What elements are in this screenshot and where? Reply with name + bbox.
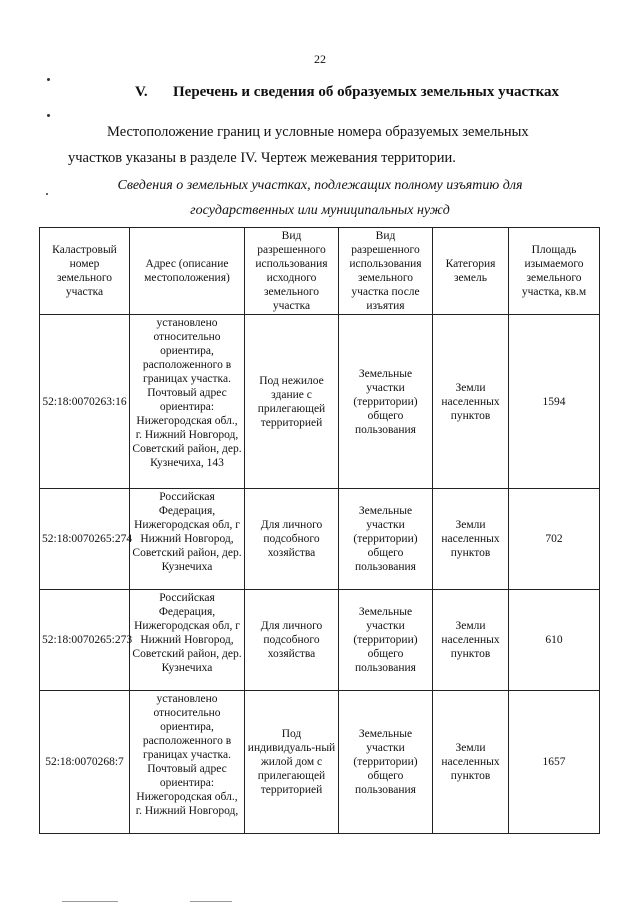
cell-use-original: Под нежилое здание с прилегающей территорией xyxy=(245,315,339,489)
cell-use-after: Земельные участки (территории) общего пользования xyxy=(339,691,433,834)
scan-speck xyxy=(47,78,50,81)
cell-cadastral: 52:18:0070265:273 xyxy=(40,590,130,691)
cell-address: установлено относительно ориентира, расположенного в границах участка. Почтовый адрес ориентира: Нижегородская обл., г. Нижний Новгород, Советский район, дер. Кузнечиха, 143 xyxy=(130,315,245,489)
table-header-row xyxy=(40,228,600,315)
section-heading xyxy=(135,84,559,101)
cell-cadastral: 52:18:0070268:7 xyxy=(40,691,130,834)
cell-use-after: Земельные участки (территории) общего пользования xyxy=(339,315,433,489)
parcels-table xyxy=(39,227,600,834)
cell-category: Земли населенных пунктов xyxy=(433,590,509,691)
section-title: Перечень и сведения об образуемых земельных участках xyxy=(173,84,559,100)
header-category: Категория земель xyxy=(433,228,509,315)
header-area: Площадь изымаемого земельного участка, кв.м xyxy=(509,228,600,315)
cell-area: 610 xyxy=(509,590,600,691)
table-row xyxy=(40,691,600,834)
header-address: Адрес (описание местоположения) xyxy=(130,228,245,315)
cell-use-after: Земельные участки (территории) общего пользования xyxy=(339,489,433,590)
cell-category: Земли населенных пунктов xyxy=(433,691,509,834)
cell-area: 1657 xyxy=(509,691,600,834)
cell-category: Земли населенных пунктов xyxy=(433,489,509,590)
table-caption-line-1: Сведения о земельных участках, подлежащих полному изъятию для xyxy=(117,178,523,193)
cell-use-original: Для личного подсобного хозяйства xyxy=(245,489,339,590)
intro-line-2: участков указаны в разделе IV. Чертеж межевания территории. xyxy=(68,150,456,166)
table-row xyxy=(40,489,600,590)
table-row xyxy=(40,590,600,691)
scan-speck xyxy=(47,114,50,117)
cell-area: 702 xyxy=(509,489,600,590)
cell-address: Российская Федерация, Нижегородская обл, г Нижний Новгород, Советский район, дер. Кузнечиха xyxy=(130,590,245,691)
cell-category: Земли населенных пунктов xyxy=(433,315,509,489)
table-caption-line-2: государственных или муниципальных нужд xyxy=(190,203,450,218)
header-use-original: Вид разрешенного использования исходного земельного участка xyxy=(245,228,339,315)
cell-use-original: Под индивидуаль-ный жилой дом с прилегающей территорией xyxy=(245,691,339,834)
header-use-after: Вид разрешенного использования земельного участка после изъятия xyxy=(339,228,433,315)
cell-address: Российская Федерация, Нижегородская обл, г Нижний Новгород, Советский район, дер. Кузнечиха xyxy=(130,489,245,590)
page-number: 22 xyxy=(314,52,326,66)
cell-use-after: Земельные участки (территории) общего пользования xyxy=(339,590,433,691)
cell-cadastral: 52:18:0070263:16 xyxy=(40,315,130,489)
cell-cadastral: 52:18:0070265:274 xyxy=(40,489,130,590)
section-number: V. xyxy=(135,84,148,100)
footer-rule xyxy=(190,901,232,902)
table-row xyxy=(40,315,600,489)
footer-rule xyxy=(62,901,118,902)
cell-area: 1594 xyxy=(509,315,600,489)
header-cadastral: Каластровый номер земельного участка xyxy=(40,228,130,315)
cell-address: установлено относительно ориентира, расположенного в границах участка. Почтовый адрес ориентира: Нижегородская обл., г. Нижний Новгород, xyxy=(130,691,245,834)
intro-line-1: Местоположение границ и условные номера образуемых земельных xyxy=(107,124,529,140)
cell-use-original: Для личного подсобного хозяйства xyxy=(245,590,339,691)
